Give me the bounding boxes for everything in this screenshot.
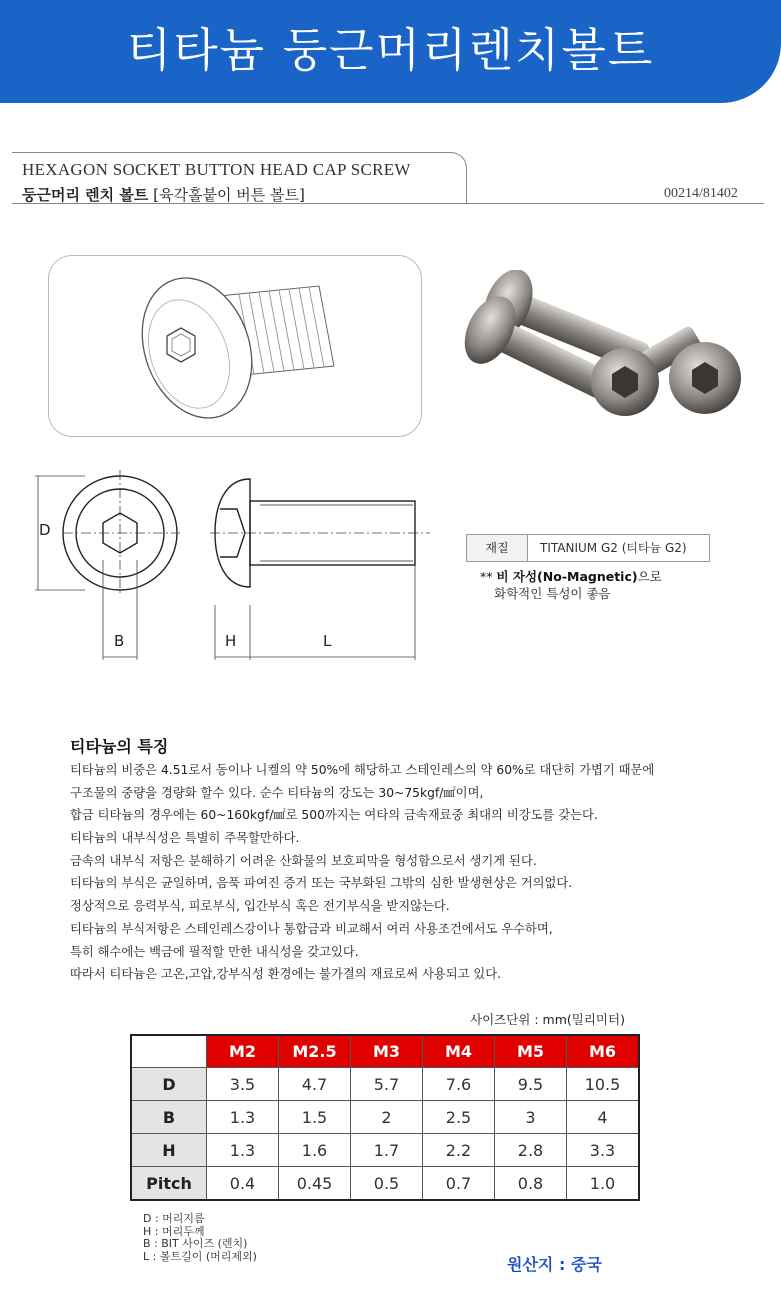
- spec-col-header: M6: [567, 1035, 640, 1068]
- korean-name-bracket: [육각홀붙이 버튼 볼트]: [153, 186, 305, 204]
- english-product-name: HEXAGON SOCKET BUTTON HEAD CAP SCREW: [22, 160, 411, 179]
- legend-item: H : 머리두께: [143, 1224, 205, 1238]
- feature-line: 금속의 내부식 저항은 분해하기 어려운 산화물의 보호피막을 형성함으로서 생기게 된다.: [70, 853, 537, 868]
- spec-cell: 2.5: [423, 1101, 495, 1134]
- legend-item: B : BIT 사이즈 (렌치): [143, 1237, 248, 1250]
- spec-cell: 9.5: [495, 1068, 567, 1101]
- features-heading: 티타늄의 특징: [70, 737, 169, 756]
- spec-col-header: M2: [207, 1035, 279, 1068]
- spec-cell: 1.3: [207, 1134, 279, 1167]
- material-label: 재질: [467, 535, 528, 561]
- unit-note: 사이즈단위 : mm(밀리미터): [470, 1012, 625, 1027]
- spec-row-pitch: [131, 1167, 639, 1201]
- spec-row-h: [131, 1134, 639, 1167]
- spec-table: [130, 1034, 640, 1201]
- feature-line: 티타늄의 비중은 4.51로서 동이나 니켈의 약 50%에 해당하고 스테인레스의 약 60%로 대단히 가볍기 때문에: [70, 763, 655, 777]
- sketch-panel: [48, 255, 422, 437]
- dim-label-b: B: [114, 632, 125, 650]
- dim-label-l: L: [323, 632, 332, 650]
- spec-cell: 1.7: [351, 1134, 423, 1167]
- spec-row-label: D: [131, 1068, 207, 1101]
- feature-line: 따라서 티타늄은 고온,고압,강부식성 환경에는 불가결의 재료로써 사용되고 있다.: [70, 967, 502, 982]
- spec-row-label: Pitch: [131, 1167, 207, 1201]
- spec-cell: 1.3: [207, 1101, 279, 1134]
- feature-line: 구조물의 중량을 경량화 할수 있다. 순수 티타늄의 강도는 30~75kgf/㎟이며,: [70, 785, 484, 800]
- spec-cell: 5.7: [351, 1068, 423, 1101]
- dimension-legend: [143, 1213, 257, 1263]
- spec-cell: 0.7: [423, 1167, 495, 1201]
- spec-cell: 4: [567, 1101, 640, 1134]
- material-value: TITANIUM G2 (티타늄 G2): [540, 541, 687, 555]
- spec-cell: 1.0: [567, 1167, 640, 1201]
- spec-cell: 10.5: [567, 1068, 640, 1101]
- feature-line: 티타늄의 부식은 균일하며, 음푹 파여진 증거 또는 국부화된 그밖의 심한 발생현상은 거의없다.: [70, 876, 573, 891]
- spec-corner-cell: [131, 1035, 207, 1068]
- spec-col-header: M2.5: [279, 1035, 351, 1068]
- spec-col-header: M5: [495, 1035, 567, 1068]
- bolt-sketch-image: [49, 256, 421, 436]
- korean-product-name: [22, 184, 305, 205]
- features-list: [70, 759, 760, 986]
- material-note-line2: 화학적인 특성이 좋음: [494, 586, 611, 601]
- korean-name-bold: 둥근머리 렌치 볼트: [22, 186, 149, 204]
- bolt-photo-image: [440, 270, 760, 445]
- spec-cell: 3.3: [567, 1134, 640, 1167]
- feature-line: 합금 티타늄의 경우에는 60~160kgf/㎟로 500까지는 여타의 금속재료중 최대의 비강도를 갖는다.: [70, 808, 598, 823]
- spec-cell: 1.6: [279, 1134, 351, 1167]
- spec-col-header: M3: [351, 1035, 423, 1068]
- spec-cell: 2: [351, 1101, 423, 1134]
- spec-cell: 0.8: [495, 1167, 567, 1201]
- country-of-origin: 원산지 : 중국: [507, 1255, 602, 1274]
- legend-item: L : 볼트길이 (머리제외): [143, 1249, 257, 1263]
- product-code: 00214/81402: [664, 186, 738, 201]
- dim-label-h: H: [225, 632, 237, 650]
- spec-row-label: H: [131, 1134, 207, 1167]
- spec-cell: 4.7: [279, 1068, 351, 1101]
- legend-item: D : 머리지름: [143, 1212, 205, 1225]
- spec-header-row: [131, 1035, 639, 1068]
- feature-line: 특히 해수에는 백금에 필적할 만한 내식성을 갖고있다.: [70, 944, 359, 959]
- spec-col-header: M4: [423, 1035, 495, 1068]
- material-table: [466, 534, 710, 562]
- feature-line: 티타늄의 부식저항은 스테인레스강이나 통합금과 비교해서 여러 사용조건에서도 우수하며,: [70, 921, 553, 936]
- feature-line: 정상적으로 응력부식, 피로부식, 입간부식 혹은 전기부식을 받지않는다.: [70, 899, 450, 914]
- spec-cell: 7.6: [423, 1068, 495, 1101]
- divider: [12, 203, 764, 204]
- note-bold: 비 자성(No-Magnetic): [496, 569, 638, 584]
- spec-cell: 2.8: [495, 1134, 567, 1167]
- spec-row-d: [131, 1068, 639, 1101]
- spec-cell: 3: [495, 1101, 567, 1134]
- spec-row-label: B: [131, 1101, 207, 1134]
- feature-line: 티타늄의 내부식성은 특별히 주목할만하다.: [70, 831, 300, 846]
- note-prefix: **: [480, 569, 497, 584]
- spec-row-b: [131, 1101, 639, 1134]
- page-title: 티타늄 둥근머리렌치볼트: [126, 23, 655, 77]
- technical-drawing: [25, 465, 445, 670]
- material-note: [480, 567, 662, 585]
- note-suffix: 으로: [637, 569, 662, 584]
- spec-cell: 3.5: [207, 1068, 279, 1101]
- spec-cell: 0.5: [351, 1167, 423, 1201]
- spec-cell: 0.45: [279, 1167, 351, 1201]
- spec-cell: 1.5: [279, 1101, 351, 1134]
- product-photo: [440, 270, 760, 445]
- spec-cell: 0.4: [207, 1167, 279, 1201]
- dim-label-d: D: [39, 521, 51, 539]
- spec-cell: 2.2: [423, 1134, 495, 1167]
